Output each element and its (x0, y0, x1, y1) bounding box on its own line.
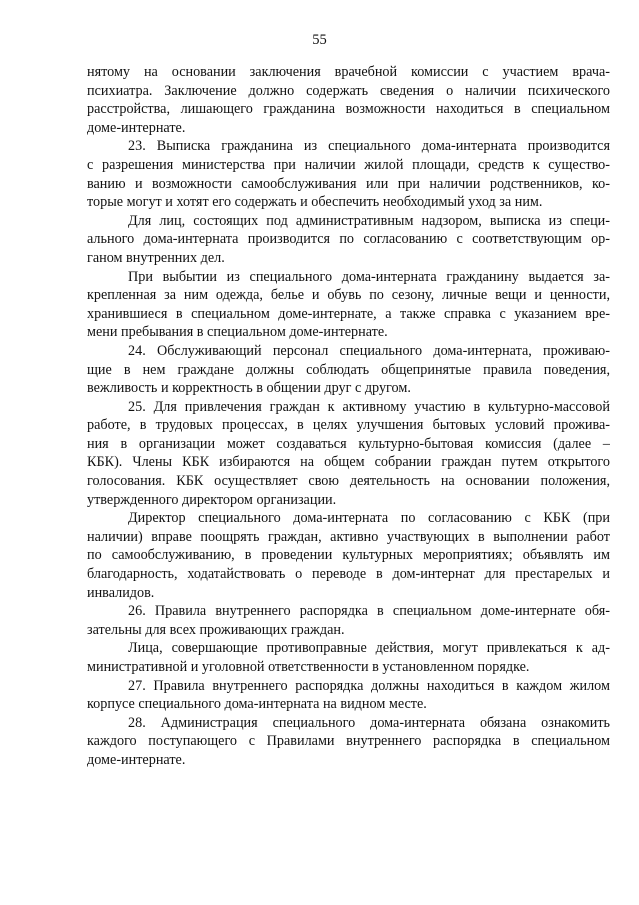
text-line: утвержденного директором организации. (87, 491, 337, 508)
text-line: щие в нем граждане должны соблюдать общепринятые правила поведения, (87, 361, 610, 378)
text-line: ванию и возможности самообслуживания или при наличии родственников, ко- (87, 175, 610, 192)
text-line: доме-интернате. (87, 751, 186, 768)
text-line: КБК). Члены КБК избираются на общем собрании граждан путем открытого (87, 454, 610, 471)
text-line: голосования. КБК осуществляет свою деятельность на основании положения, (87, 473, 610, 490)
text-line: корпусе специального дома-интерната на видном месте. (87, 696, 427, 713)
text-line: хранившиеся в специальном доме-интернате, а также справка с указанием вре- (87, 305, 610, 322)
text-line: вежливость и корректность в общении друг с другом. (87, 380, 411, 397)
text-line: При выбытии из специального дома-интерната гражданину выдается за- (128, 268, 610, 285)
text-line: благодарность, ходатайствовать о переводе в дом-интернат для престарелых и (87, 566, 610, 583)
text-line: каждого поступающего с Правилами внутреннего распорядка в специальном (87, 733, 610, 750)
text-line: нятому на основании заключения врачебной комиссии с участием врача- (87, 64, 610, 80)
text-line: зательны для всех проживающих граждан. (87, 621, 345, 638)
text-line: торые могут и хотят его содержать и обеспечить необходимый уход за ним. (87, 194, 543, 211)
text-line: ального дома-интерната производится по согласованию с соответствующим ор- (87, 231, 610, 248)
text-line: 24. Обслуживающий персонал специального дома-интерната, проживаю- (128, 342, 610, 359)
text-line: Для лиц, состоящих под административным надзором, выписка из специ- (128, 212, 610, 229)
text-line: Директор специального дома-интерната по согласованию с КБК (при (128, 510, 610, 527)
text-line: наличии) вправе поощрять граждан, активно участвующих в выполнении работ (87, 528, 610, 545)
text-line: расстройства, лишающего гражданина возможности находиться в специальном (87, 101, 610, 118)
document-body (87, 63, 610, 770)
text-line: 25. Для привлечения граждан к активному участию в культурно-массовой (128, 398, 610, 415)
text-line: 26. Правила внутреннего распорядка в специальном доме-интернате обя- (128, 603, 610, 620)
text-line: инвалидов. (87, 584, 155, 601)
text-line: Лица, совершающие противоправные действия, могут привлекаться к ад- (128, 640, 610, 657)
text-line: ния в организации может создаваться культурно-бытовая комиссия (далее – (87, 435, 610, 452)
text-line: мени пребывания в специальном доме-интернате. (87, 324, 388, 341)
page-number: 55 (312, 32, 327, 48)
text-line: министративной и уголовной ответственности в установленном порядке. (87, 659, 530, 675)
text-line: 27. Правила внутреннего распорядка должны находиться в каждом жилом (128, 677, 610, 694)
text-line: доме-интернате. (87, 119, 186, 136)
text-line: крепленная за ним одежда, белье и обувь по сезону, личные вещи и ценности, (87, 287, 610, 304)
text-line: психиатра. Заключение должно содержать сведения о наличии психического (87, 82, 610, 99)
text-line: работе, в трудовых процессах, в целях улучшения бытовых условий прожива- (87, 417, 610, 434)
text-line: ганом внутренних дел. (87, 249, 225, 266)
text-line: 23. Выписка гражданина из специального дома-интерната производится (128, 138, 610, 155)
text-line: с разрешения министерства при наличии жилой площади, средств к существо- (87, 156, 610, 173)
text-line: по самообслуживанию, в проведении культурных мероприятиях; объявлять им (87, 547, 610, 564)
text-line: 28. Администрация специального дома-интерната обязана ознакомить (128, 714, 610, 731)
